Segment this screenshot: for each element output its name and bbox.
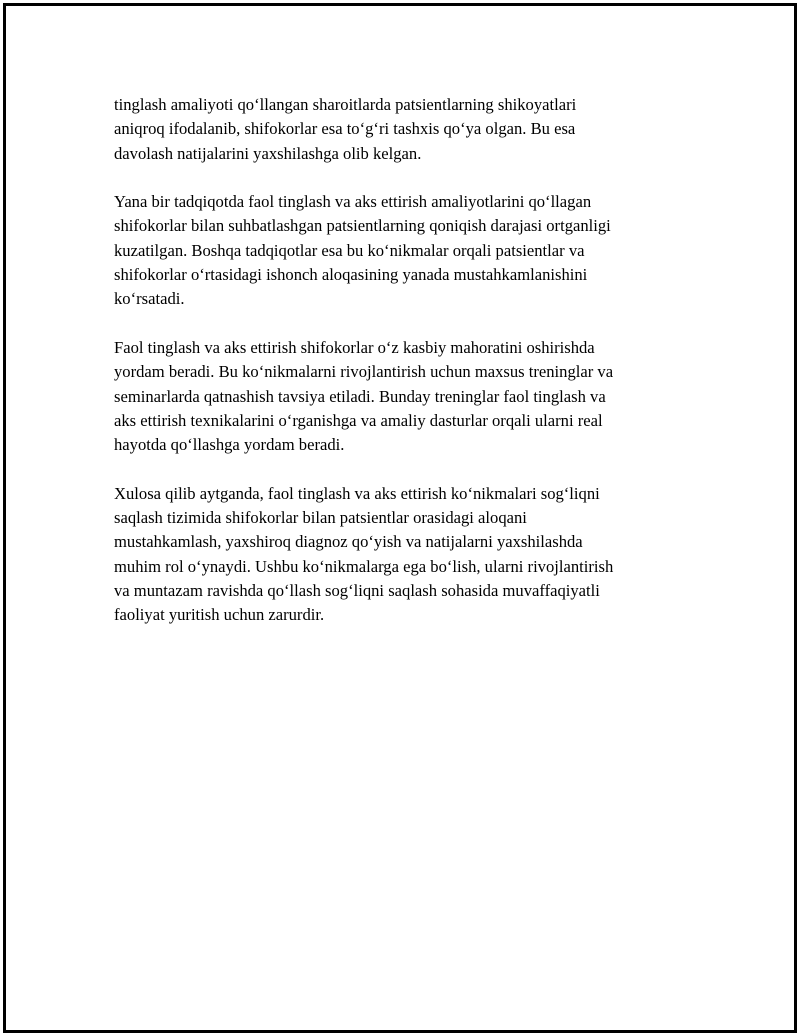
text-line: ko‘rsatadi.	[114, 289, 185, 309]
text-line: aks ettirish texnikalarini o‘rganishga va amaliy dasturlar orqali ularni real	[114, 410, 603, 430]
paragraph-4	[114, 482, 674, 628]
text-line: faoliyat yuritish uchun zarurdir.	[114, 605, 325, 625]
paragraph-1	[114, 93, 674, 166]
text-line: aniqroq ifodalanib, shifokorlar esa to‘g‘ri tashxis qo‘ya olgan. Bu esa	[114, 119, 576, 139]
text-line: tinglash amaliyoti qo‘llangan sharoitlarda patsientlarning shikoyatlari	[114, 95, 577, 114]
text-line: seminarlarda qatnashish tavsiya etiladi. Bunday treninglar faol tinglash va	[114, 386, 606, 406]
paragraph-2	[114, 190, 674, 311]
text-line: muhim rol o‘ynaydi. Ushbu ko‘nikmalarga ega bo‘lish, ularni rivojlantirish	[114, 556, 614, 576]
text-line: kuzatilgan. Boshqa tadqiqotlar esa bu ko‘nikmalar orqali patsientlar va	[114, 240, 585, 260]
paragraph-3	[114, 336, 674, 457]
text-line: Yana bir tadqiqotda faol tinglash va aks ettirish amaliyotlarini qo‘llagan	[114, 192, 592, 212]
text-line: hayotda qo‘llashga yordam beradi.	[114, 435, 345, 455]
text-line: mustahkamlash, yaxshiroq diagnoz qo‘yish va natijalarni yaxshilashda	[114, 532, 583, 552]
text-line: Faol tinglash va aks ettirish shifokorlar o‘z kasbiy mahoratini oshirishda	[114, 337, 595, 357]
text-line: Xulosa qilib aytganda, faol tinglash va aks ettirish ko‘nikmalari sog‘liqni	[114, 483, 600, 503]
text-line: saqlash tizimida shifokorlar bilan patsientlar orasidagi aloqani	[114, 508, 527, 528]
text-line: shifokorlar bilan suhbatlashgan patsientlarning qoniqish darajasi ortganligi	[114, 216, 611, 236]
document-body	[114, 93, 674, 652]
text-line: davolash natijalarini yaxshilashga olib kelgan.	[114, 143, 422, 163]
text-line: shifokorlar o‘rtasidagi ishonch aloqasining yanada mustahkamlanishini	[114, 265, 588, 285]
text-line: va muntazam ravishda qo‘llash sog‘liqni saqlash sohasida muvaffaqiyatli	[114, 580, 600, 600]
text-line: yordam beradi. Bu ko‘nikmalarni rivojlantirish uchun maxsus treninglar va	[114, 362, 614, 382]
